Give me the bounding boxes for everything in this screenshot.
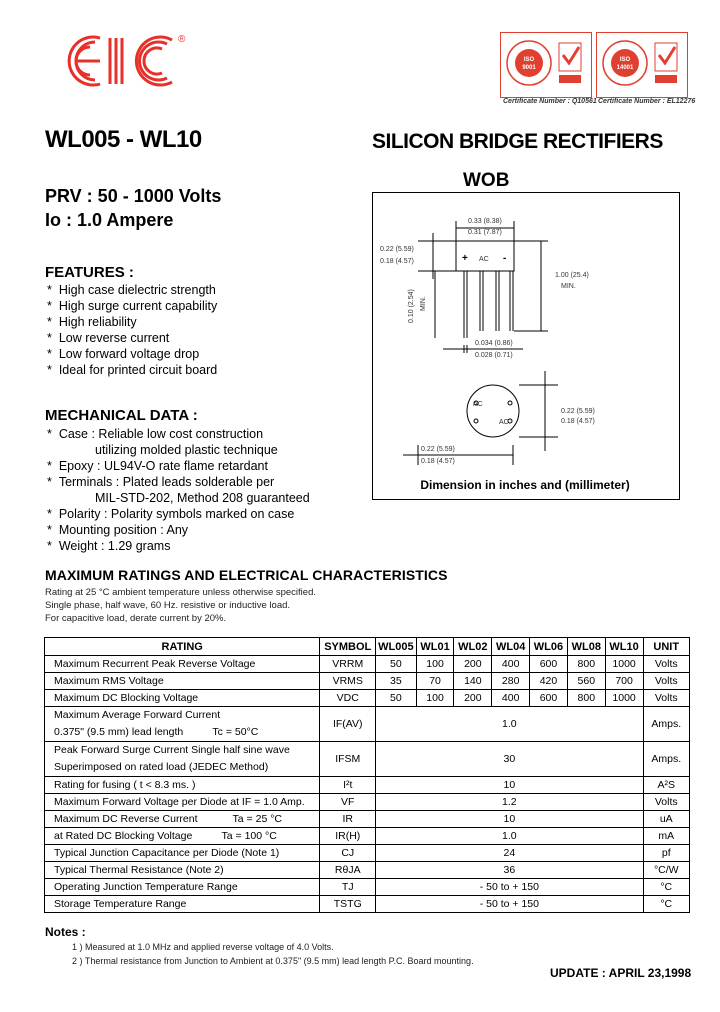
table-row: Maximum Average Forward Current 0.375" (9.5 mm) lead length Tc = 50°C IF(AV) 1.0 Amps.	[45, 707, 690, 742]
features-list	[47, 282, 217, 378]
table-row: Maximum DC Blocking Voltage VDC 50 100 200 400 600 800 1000 Volts	[45, 690, 690, 707]
list-item: * Ideal for printed circuit board	[47, 363, 218, 377]
table-row: Rating for fusing ( t < 8.3 ms. ) I²t 10 A²S	[45, 777, 690, 794]
product-title: SILICON BRIDGE RECTIFIERS	[372, 130, 663, 153]
spec-summary	[45, 184, 221, 232]
ratings-heading: MAXIMUM RATINGS AND ELECTRICAL CHARACTERISTICS	[45, 567, 448, 583]
dim-side1: 0.22 (5.59)	[561, 408, 595, 415]
table-row: Typical Thermal Resistance (Note 2) RθJA 36 °C/W	[45, 862, 690, 879]
dim-lead-min: MIN.	[561, 283, 576, 290]
svg-text:14001: 14001	[616, 65, 634, 71]
list-item: * Epoxy : UL94V-O rate flame retardant	[47, 459, 268, 473]
dimension-caption: Dimension in inches and (millimeter)	[420, 478, 630, 492]
col-header: UNIT	[643, 638, 690, 656]
ratings-conditions	[45, 586, 316, 625]
table-row: Peak Forward Surge Current Single half sine wave Superimposed on rated load (JEDEC Method) IFSM 30 Amps.	[45, 742, 690, 777]
col-header: RATING	[45, 638, 320, 656]
dim-pitch2: 0.028 (0.71)	[475, 352, 513, 359]
list-item: utilizing molded plastic technique	[95, 443, 278, 457]
package-name: WOB	[463, 170, 510, 191]
table-row: Maximum RMS Voltage VRMS 35 70 140 280 420 560 700 Volts	[45, 673, 690, 690]
dim-left-h1: 0.22 (5.59)	[380, 246, 414, 253]
ac-mark-circle2: AC	[499, 419, 509, 426]
list-item: * Mounting position : Any	[47, 523, 189, 537]
dim-body-h1: 0.10 (2.54)	[408, 289, 415, 323]
dim-top-width2: 0.31 (7.87)	[468, 229, 502, 236]
dim-top-width: 0.33 (8.38)	[468, 218, 502, 225]
list-item: * Low reverse current	[47, 331, 170, 345]
update-date: UPDATE : APRIL 23,1998	[550, 966, 692, 980]
list-item: * Case : Reliable low cost construction	[47, 427, 264, 441]
table-header-row	[45, 638, 690, 656]
col-header: WL02	[454, 638, 492, 656]
company-logo	[62, 28, 192, 94]
mechanical-list	[47, 426, 310, 554]
table-row: Typical Junction Capacitance per Diode (Note 1) CJ 24 pf	[45, 845, 690, 862]
note-item: 2 ) Thermal resistance from Junction to Ambient at 0.375" (9.5 mm) lead length P.C. Board mounting.	[72, 956, 474, 966]
features-heading: FEATURES :	[45, 264, 134, 281]
col-header: WL005	[376, 638, 416, 656]
table-row: Operating Junction Temperature Range TJ - 50 to + 150 °C	[45, 879, 690, 896]
list-item: * High reliability	[47, 315, 137, 329]
svg-text:ISO: ISO	[523, 57, 535, 63]
minus-mark: -	[503, 253, 507, 264]
io-spec: Io : 1.0 Ampere	[45, 210, 174, 230]
mechanical-heading: MECHANICAL DATA :	[45, 407, 198, 424]
dim-lead-len: 1.00 (25.4)	[555, 272, 589, 279]
col-header: WL06	[530, 638, 568, 656]
dim-body-h2: MIN.	[420, 296, 427, 311]
notes-list	[72, 940, 474, 968]
package-diagram	[372, 192, 680, 500]
table-row: Maximum DC Reverse Current Ta = 25 °C IR 10 uA	[45, 811, 690, 828]
list-item: * Terminals : Plated leads solderable per	[47, 475, 275, 489]
col-header: SYMBOL	[320, 638, 376, 656]
list-item: * Weight : 1.29 grams	[47, 539, 171, 553]
dim-bottom1: 0.22 (5.59)	[421, 446, 455, 453]
list-item: MIL-STD-202, Method 208 guaranteed	[95, 491, 310, 505]
col-header: WL04	[492, 638, 530, 656]
part-number: WL005 - WL10	[45, 126, 202, 153]
table-row: at Rated DC Blocking Voltage Ta = 100 °C IR(H) 1.0 mA	[45, 828, 690, 845]
col-header: WL10	[605, 638, 643, 656]
plus-mark: +	[462, 253, 468, 264]
table-row: Storage Temperature Range TSTG - 50 to + 150 °C	[45, 896, 690, 913]
dim-pitch1: 0.034 (0.86)	[475, 340, 513, 347]
condition-line: For capacitive load, derate current by 20%.	[45, 613, 227, 624]
dim-bottom2: 0.18 (4.57)	[421, 458, 455, 465]
cert1-label: Certificate Number : Q10561	[503, 98, 597, 105]
registered-mark: ®	[178, 34, 186, 45]
ac-mark: AC	[479, 256, 489, 263]
list-item: * Low forward voltage drop	[47, 347, 200, 361]
notes-heading: Notes :	[45, 925, 86, 939]
col-header: WL08	[567, 638, 605, 656]
condition-line: Rating at 25 °C ambient temperature unless otherwise specified.	[45, 587, 316, 598]
table-row: Maximum Forward Voltage per Diode at IF = 1.0 Amp. VF 1.2 Volts	[45, 794, 690, 811]
note-item: 1 ) Measured at 1.0 MHz and applied reverse voltage of 4.0 Volts.	[72, 942, 334, 952]
table-row: Maximum Recurrent Peak Reverse Voltage VRRM 50 100 200 400 600 800 1000 Volts	[45, 656, 690, 673]
list-item: * Polarity : Polarity symbols marked on case	[47, 507, 295, 521]
svg-text:ISO: ISO	[619, 57, 631, 63]
list-item: * High surge current capability	[47, 299, 218, 313]
ratings-table	[44, 637, 690, 913]
dim-left-h2: 0.18 (4.57)	[380, 258, 414, 265]
condition-line: Single phase, half wave, 60 Hz. resistive or inductive load.	[45, 600, 291, 611]
prv-spec: PRV : 50 - 1000 Volts	[45, 186, 222, 206]
iso14001-badge	[596, 32, 688, 98]
iso9001-badge	[500, 32, 592, 98]
ac-mark-circle: AC	[473, 401, 483, 408]
list-item: * High case dielectric strength	[47, 283, 216, 297]
col-header: WL01	[416, 638, 454, 656]
cert2-label: Certificate Number : EL12276	[598, 98, 696, 105]
dim-side2: 0.18 (4.57)	[561, 418, 595, 425]
svg-text:9001: 9001	[522, 65, 536, 71]
